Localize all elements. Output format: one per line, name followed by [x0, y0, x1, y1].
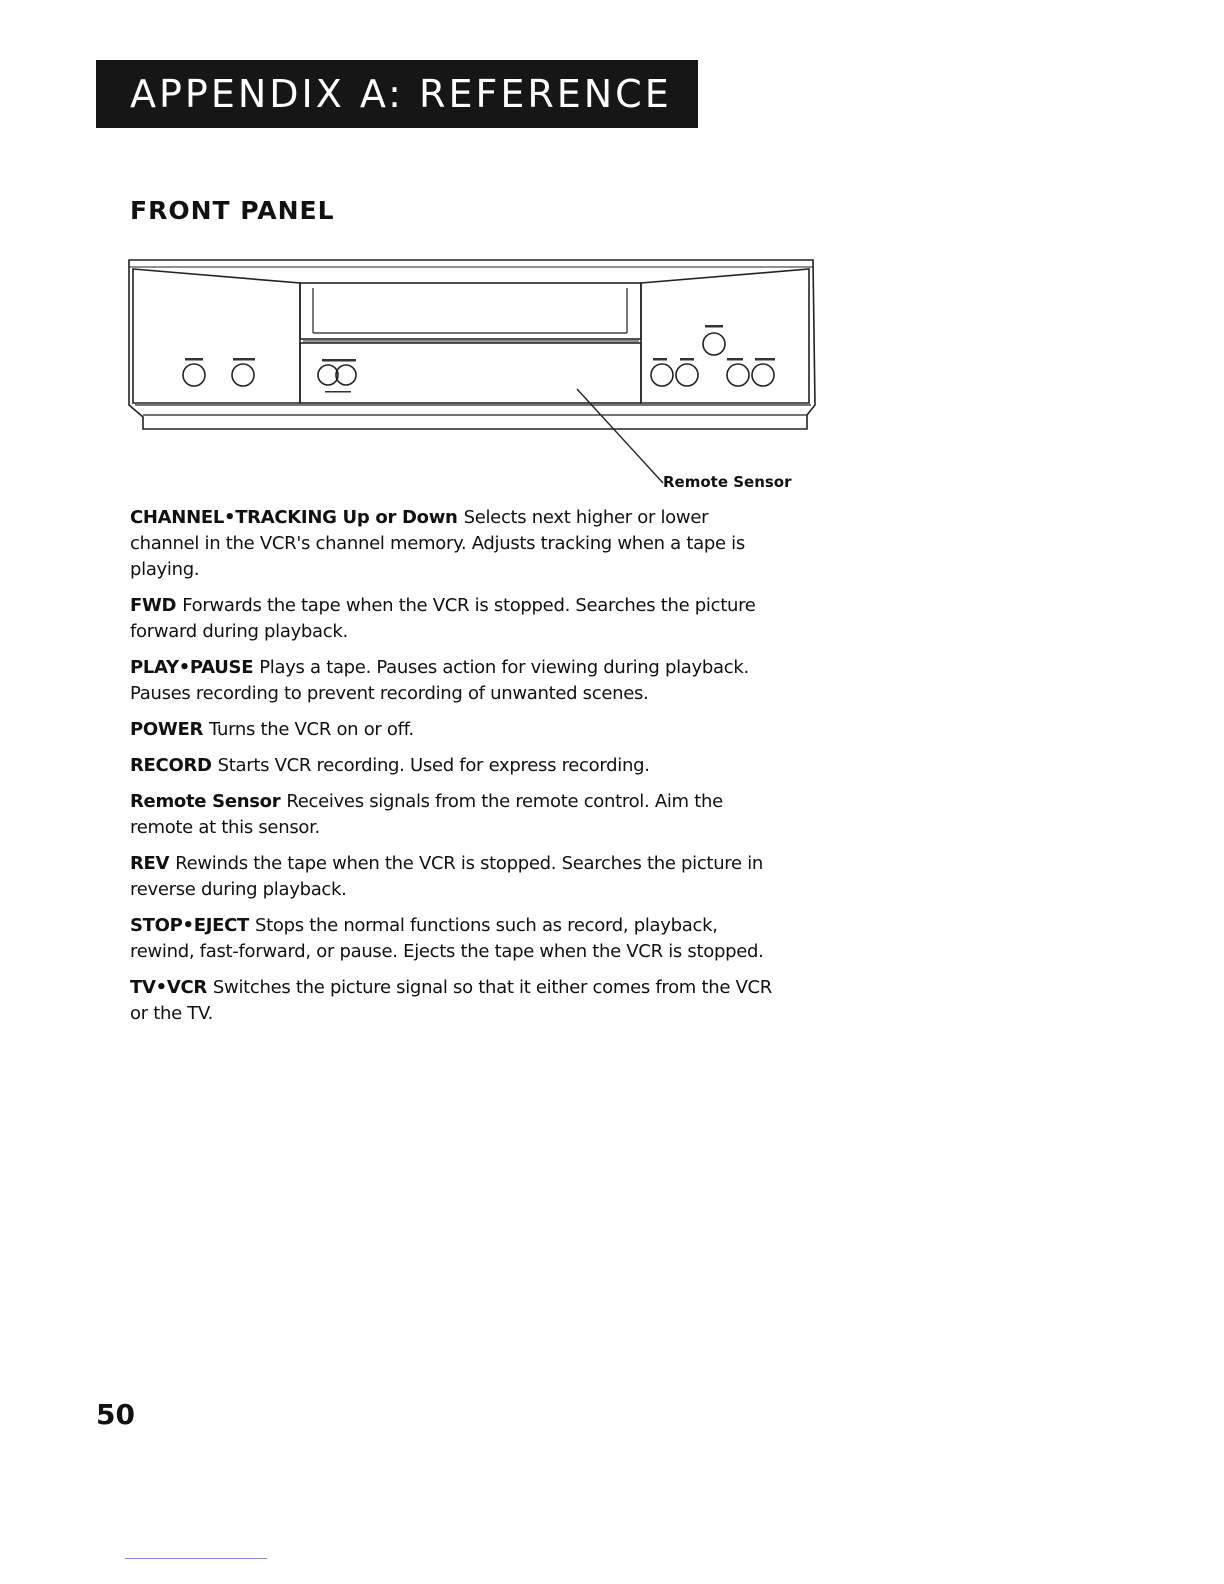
- tracking-label-mark: [325, 391, 351, 393]
- record-label-mark: [755, 358, 775, 361]
- rev-label-mark: [680, 358, 694, 361]
- banner-title: APPENDIX A: REFERENCE: [130, 72, 672, 116]
- definition-text: Starts VCR recording. Used for express recording.: [217, 755, 650, 776]
- stop-eject-label-mark: [233, 358, 255, 361]
- definition-text: Switches the picture signal so that it either comes from the VCR or the TV.: [130, 977, 773, 1024]
- play-pause-button: [703, 333, 725, 355]
- power-button: [183, 364, 205, 386]
- appendix-banner: [96, 60, 698, 128]
- page-number: 50: [96, 1398, 135, 1431]
- cassette-door: [300, 283, 641, 339]
- cassette-door-inner: [313, 288, 627, 333]
- power-label-mark: [185, 358, 203, 361]
- definition-term: CHANNEL•TRACKING Up or Down: [130, 507, 458, 528]
- footer-rule: [125, 1558, 267, 1559]
- definition-text: Receives signals from the remote control. Aim the remote at this sensor.: [130, 791, 723, 838]
- fwd-button: [727, 364, 749, 386]
- definition-term: TV•VCR: [130, 977, 207, 998]
- fwd-label-mark: [727, 358, 743, 361]
- definition-list: [130, 505, 780, 1037]
- definition-entry: [130, 655, 780, 707]
- record-button: [752, 364, 774, 386]
- tv-vcr-button: [651, 364, 673, 386]
- section-title: FRONT PANEL: [130, 196, 335, 225]
- play-pause-label-mark: [705, 325, 723, 328]
- tv-vcr-label-mark: [653, 358, 667, 361]
- definition-term: REV: [130, 853, 170, 874]
- definition-text: Plays a tape. Pauses action for viewing during playback. Pauses recording to prevent recording of unwanted scenes.: [130, 657, 749, 704]
- stop-eject-button: [232, 364, 254, 386]
- definition-term: POWER: [130, 719, 204, 740]
- vcr-bottom-trim: [135, 405, 811, 415]
- definition-entry: [130, 717, 780, 743]
- definition-text: Rewinds the tape when the VCR is stopped. Searches the picture in reverse during playback.: [130, 853, 764, 900]
- definition-term: STOP•EJECT: [130, 915, 250, 936]
- center-lower-panel: [300, 343, 641, 403]
- left-panel-outline: [133, 269, 300, 403]
- channel-label-mark: [322, 359, 356, 362]
- definition-entry: [130, 505, 780, 583]
- definition-entry: [130, 913, 780, 965]
- definition-entry: [130, 753, 780, 779]
- channel-up-button: [336, 365, 356, 385]
- definition-entry: [130, 593, 780, 645]
- definition-term: FWD: [130, 595, 177, 616]
- definition-term: PLAY•PAUSE: [130, 657, 254, 678]
- channel-down-button: [318, 365, 338, 385]
- vcr-front-panel-drawing: [125, 255, 825, 500]
- definition-term: Remote Sensor: [130, 791, 281, 812]
- right-panel-outline: [641, 269, 809, 403]
- definition-text: Selects next higher or lower channel in the VCR's channel memory. Adjusts tracking when a tape is playing.: [130, 507, 745, 580]
- remote-sensor-callout: Remote Sensor: [663, 473, 792, 491]
- rev-button: [676, 364, 698, 386]
- definition-text: Forwards the tape when the VCR is stopped. Searches the picture forward during playback.: [130, 595, 756, 642]
- definition-term: RECORD: [130, 755, 212, 776]
- definition-entry: [130, 851, 780, 903]
- definition-text: Turns the VCR on or off.: [209, 719, 414, 740]
- definition-entry: [130, 789, 780, 841]
- definition-text: Stops the normal functions such as record, playback, rewind, fast-forward, or pause. Ejects the tape when the VCR is stopped.: [130, 915, 764, 962]
- definition-entry: [130, 975, 780, 1027]
- vcr-front-panel-figure: [125, 255, 825, 500]
